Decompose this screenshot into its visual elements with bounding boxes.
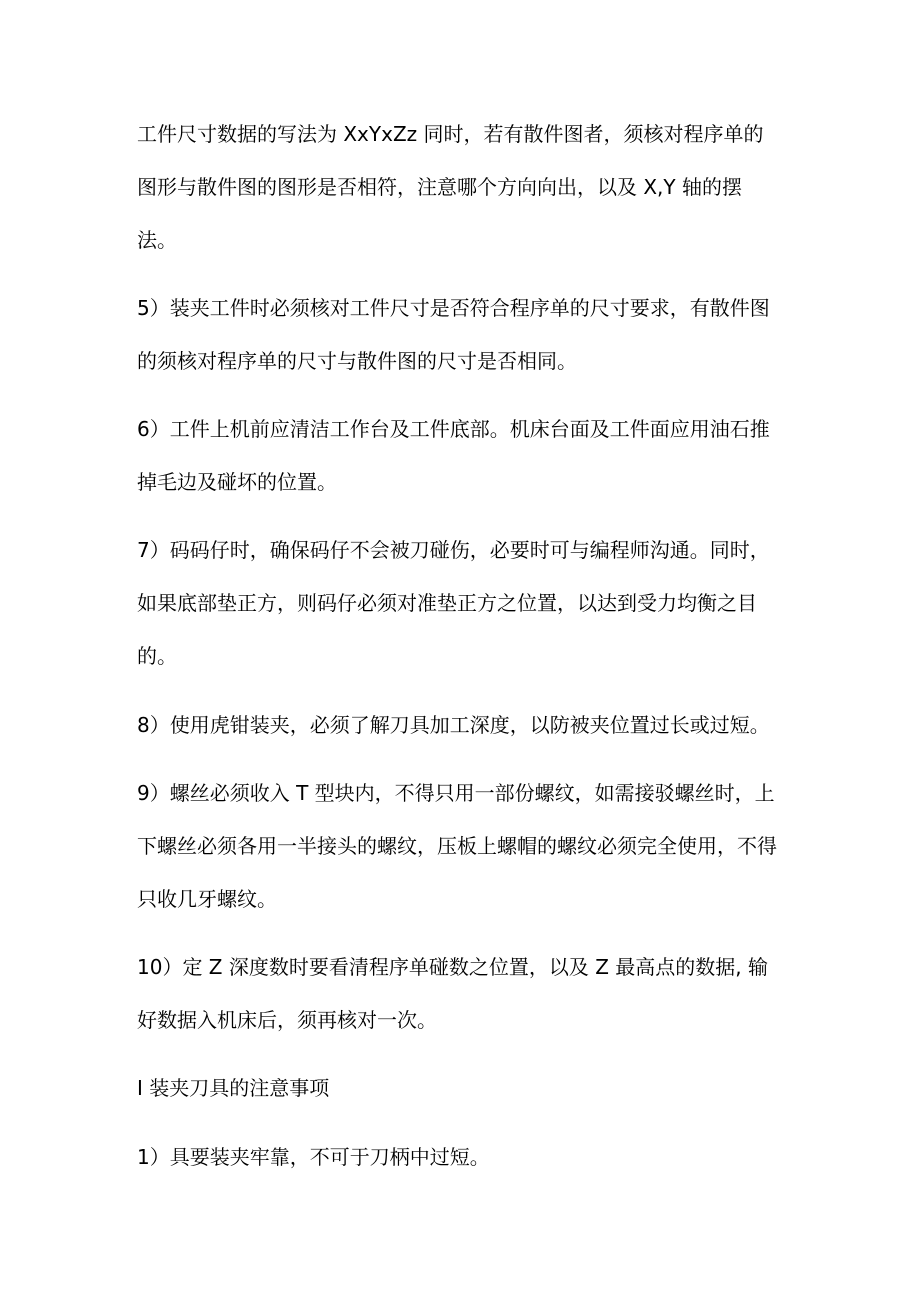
text-line: 只收几牙螺纹。 [137,887,277,911]
paragraph-item-7 [137,524,787,683]
text-line: 的须核对程序单的尺寸与散件图的尺寸是否相同。 [137,349,577,373]
paragraph-item-10 [137,941,787,1047]
text-line: 掉毛边及碰坏的位置。 [137,470,337,494]
text-line: 图形与散件图的图形是否相符，注意哪个方向向出，以及 X,Y 轴的摆 [137,175,742,199]
text-line: 如果底部垫正方，则码仔必须对准垫正方之位置，以达到受力均衡之目 [137,591,757,615]
text-line: 好数据入机床后，须再核对一次。 [137,1008,437,1032]
text-line: 6）工件上机前应清洁工作台及工件底部。机床台面及工件面应用油石推 [137,417,770,441]
text-line: 下螺丝必须各用一半接头的螺纹，压板上螺帽的螺纹必须完全使用，不得 [137,834,777,858]
text-line: 5）装夹工件时必须核对工件尺寸是否符合程序单的尺寸要求，有散件图 [137,296,770,320]
paragraph-item-6 [137,403,787,509]
paragraph-tool-item-1 [137,1131,787,1184]
paragraph-item-8 [137,699,787,752]
paragraph-item-5 [137,282,787,388]
text-line: 工件尺寸数据的写法为 XxYxZz 同时，若有散件图者，须核对程序单的 [137,122,764,146]
text-line: 9）螺丝必须收入 T 型块内，不得只用一部份螺纹，如需接驳螺丝时，上 [137,781,775,805]
text-line: 10）定 Z 深度数时要看清程序单碰数之位置，以及 Z 最高点的数据, 输 [137,955,768,979]
paragraph-workpiece-dimensions [137,108,787,267]
section-heading-tool-clamping [137,1062,787,1115]
text-line: 7）码码仔时，确保码仔不会被刀碰伤，必要时可与编程师沟通。同时， [137,538,770,562]
text-line: 的。 [137,644,177,668]
text-line: 8）使用虎钳装夹，必须了解刀具加工深度，以防被夹位置过长或过短。 [137,713,770,737]
text-line: 法。 [137,228,177,252]
text-line: 1）具要装夹牢靠，不可于刀柄中过短。 [137,1145,490,1169]
paragraph-item-9 [137,767,787,926]
text-line: I 装夹刀具的注意事项 [137,1076,330,1100]
